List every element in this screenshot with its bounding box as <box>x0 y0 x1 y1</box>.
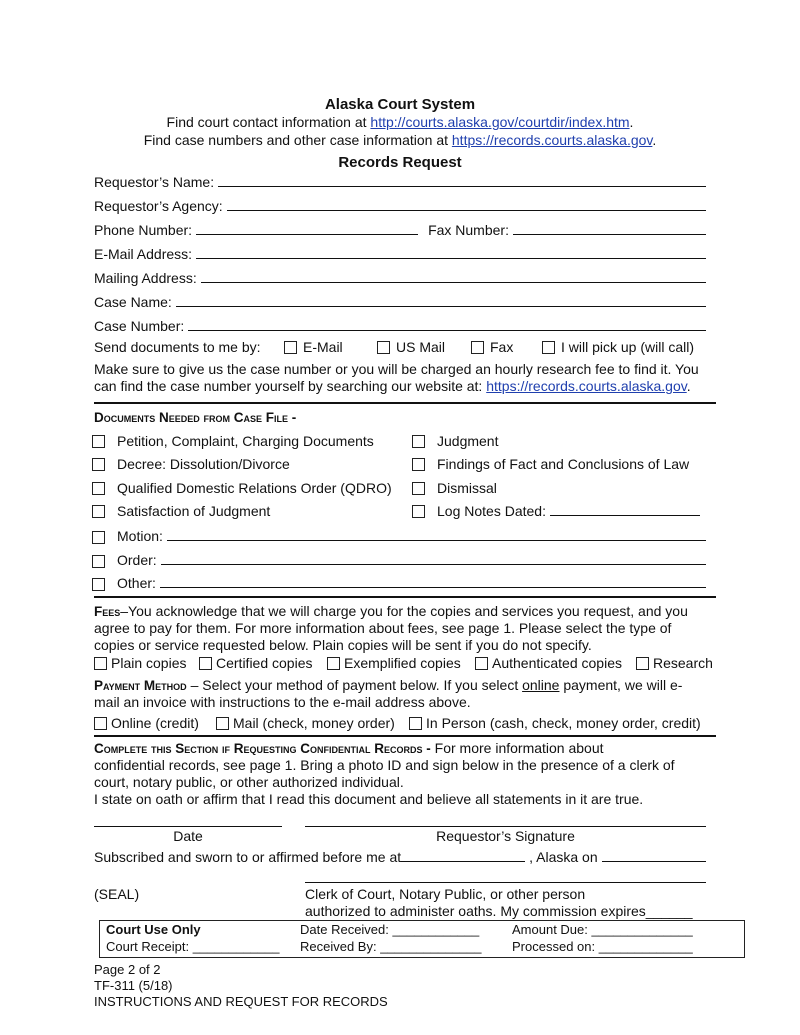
email-address-field[interactable] <box>196 257 706 259</box>
checkbox[interactable] <box>92 458 105 471</box>
checkbox[interactable] <box>94 657 107 670</box>
send-pickup-option[interactable]: I will pick up (will call) <box>542 339 694 355</box>
log-notes-date-field[interactable] <box>550 514 700 516</box>
date-signature-line[interactable] <box>94 826 282 827</box>
requestor-name-field[interactable] <box>218 185 706 187</box>
oath-statement: I state on oath or affirm that I read this document and believe all statements in it are true. <box>94 791 644 807</box>
send-email-option[interactable]: E-Mail <box>284 339 343 355</box>
checkbox[interactable] <box>409 717 422 730</box>
sworn-row: Subscribed and sworn to or affirmed before me at , Alaska on <box>94 845 706 865</box>
doc-option-satisfaction[interactable]: Satisfaction of Judgment <box>92 503 270 519</box>
fee-option-plain[interactable]: Plain copies <box>94 655 187 671</box>
checkbox[interactable] <box>92 435 105 448</box>
fee-option-research[interactable]: Research <box>636 655 713 671</box>
requestor-agency-field[interactable] <box>227 209 706 211</box>
checkbox[interactable] <box>199 657 212 670</box>
payment-option-mail[interactable]: Mail (check, money order) <box>216 715 395 731</box>
doc-option-log-notes[interactable]: Log Notes Dated: <box>412 503 704 519</box>
case-name-row: Case Name: <box>94 290 706 310</box>
page-title: Alaska Court System <box>324 96 476 113</box>
doc-option-findings[interactable]: Findings of Fact and Conclusions of Law <box>412 456 689 472</box>
checkbox[interactable] <box>92 482 105 495</box>
seal-label: (SEAL) <box>94 886 140 902</box>
sworn-date-field[interactable] <box>602 860 706 862</box>
fee-option-certified[interactable]: Certified copies <box>199 655 313 671</box>
doc-option-decree[interactable]: Decree: Dissolution/Divorce <box>92 456 290 472</box>
motion-field[interactable] <box>167 539 706 541</box>
case-name-field[interactable] <box>176 305 706 307</box>
checkbox[interactable] <box>412 505 425 518</box>
checkbox[interactable] <box>94 717 107 730</box>
checkbox[interactable] <box>412 458 425 471</box>
court-contact-line: Find court contact information at http://courts.alaska.gov/courtdir/index.htm. <box>166 114 634 130</box>
fax-number-field[interactable] <box>513 233 706 235</box>
doc-option-qdro[interactable]: Qualified Domestic Relations Order (QDRO) <box>92 480 392 496</box>
received-by-field: Received By: ______________ <box>300 939 482 954</box>
sworn-location-field[interactable] <box>401 860 525 862</box>
fee-option-exemplified[interactable]: Exemplified copies <box>327 655 461 671</box>
mailing-row: Mailing Address: <box>94 266 706 286</box>
form-title: Records Request <box>338 154 462 171</box>
checkbox[interactable] <box>327 657 340 670</box>
case-number-note: Make sure to give us the case number or you will be charged an hourly research fee to find it. You can find the case number yourself by searching our website at: https://records.courts.alaska.gov. <box>94 361 699 394</box>
court-use-title: Court Use Only <box>106 922 201 937</box>
requestor-name-row: Requestor’s Name: <box>94 170 706 190</box>
checkbox[interactable] <box>475 657 488 670</box>
send-fax-option[interactable]: Fax <box>471 339 513 355</box>
court-receipt-field: Court Receipt: ____________ <box>106 939 280 954</box>
case-number-row: Case Number: <box>94 314 706 334</box>
case-info-line: Find case numbers and other case information at https://records.courts.alaska.gov. <box>143 132 657 148</box>
checkbox[interactable] <box>412 482 425 495</box>
checkbox[interactable] <box>412 435 425 448</box>
doc-other-row: Other: <box>92 571 706 591</box>
order-field[interactable] <box>161 563 706 565</box>
clerk-label-line1: Clerk of Court, Notary Public, or other person <box>305 886 586 902</box>
requestor-agency-row: Requestor’s Agency: <box>94 194 706 214</box>
email-row: E-Mail Address: <box>94 242 706 262</box>
processed-on-field: Processed on: _____________ <box>512 939 693 954</box>
other-field[interactable] <box>160 586 706 588</box>
fee-option-authenticated[interactable]: Authenticated copies <box>475 655 622 671</box>
checkbox[interactable] <box>636 657 649 670</box>
doc-option-petition[interactable]: Petition, Complaint, Charging Documents <box>92 433 374 449</box>
fees-heading: Fees <box>94 604 121 619</box>
payment-section: Payment Method – Select your method of payment below. If you select online payment, we will e- mail an invoice with instructions to the e-mail address above. <box>94 677 683 710</box>
court-directory-link[interactable]: http://courts.alaska.gov/courtdir/index.htm <box>370 114 630 130</box>
date-received-field: Date Received: ____________ <box>300 922 480 937</box>
phone-number-field[interactable] <box>196 233 418 235</box>
case-number-field[interactable] <box>188 329 706 331</box>
doc-option-judgment[interactable]: Judgment <box>412 433 498 449</box>
records-website-link[interactable]: https://records.courts.alaska.gov <box>451 132 653 148</box>
send-documents-row: Send documents to me by: <box>94 339 261 355</box>
checkbox[interactable] <box>284 341 297 354</box>
doc-motion-row: Motion: <box>92 524 706 544</box>
fees-section: Fees–You acknowledge that we will charge you for the copies and services you request, and you agree to pay for them. For more information about fees, see page 1. Please select the type of copies or service requested below. Plain copies will be sent if you do not specify. <box>94 603 688 653</box>
checkbox[interactable] <box>216 717 229 730</box>
send-usmail-option[interactable]: US Mail <box>377 339 445 355</box>
checkbox[interactable] <box>92 531 105 544</box>
payment-option-online[interactable]: Online (credit) <box>94 715 199 731</box>
footer-form-title: INSTRUCTIONS AND REQUEST FOR RECORDS <box>94 994 388 1009</box>
section-divider <box>94 596 716 598</box>
mailing-address-field[interactable] <box>201 281 706 283</box>
checkbox[interactable] <box>92 578 105 591</box>
clerk-label-line2: authorized to administer oaths. My commission expires______ <box>305 903 693 919</box>
phone-fax-row: Phone Number: Fax Number: <box>94 218 706 238</box>
section-divider <box>94 735 716 737</box>
footer-form-number: TF-311 (5/18) <box>94 978 173 993</box>
court-use-box <box>99 920 745 958</box>
footer-page-number: Page 2 of 2 <box>94 962 161 977</box>
doc-order-row: Order: <box>92 548 706 568</box>
section-divider <box>94 402 716 404</box>
checkbox[interactable] <box>92 505 105 518</box>
payment-heading: Payment Method <box>94 678 187 693</box>
requestor-signature-line[interactable] <box>305 826 706 827</box>
documents-heading: Documents Needed from Case File - <box>94 410 297 425</box>
confidential-section: Complete this Section if Requesting Confidential Records - For more information about confidential records, see page 1. Bring a photo ID and sign below in the presence of a clerk of court, notary public, or other authorized individual. I state on oath or affirm that I read this document and believe all statements in it are true. <box>94 740 722 808</box>
confidential-heading: Complete this Section if Requesting Confidential Records - <box>94 741 431 756</box>
clerk-signature-line[interactable] <box>305 882 706 883</box>
payment-option-in-person[interactable]: In Person (cash, check, money order, credit) <box>409 715 701 731</box>
signature-label: Requestor’s Signature <box>436 828 575 844</box>
checkbox[interactable] <box>471 341 484 354</box>
doc-option-dismissal[interactable]: Dismissal <box>412 480 497 496</box>
amount-due-field: Amount Due: ______________ <box>512 922 693 937</box>
checkbox[interactable] <box>542 341 555 354</box>
date-label: Date <box>173 828 203 844</box>
checkbox[interactable] <box>377 341 390 354</box>
checkbox[interactable] <box>92 555 105 568</box>
records-search-link[interactable]: https://records.courts.alaska.gov <box>486 378 687 394</box>
